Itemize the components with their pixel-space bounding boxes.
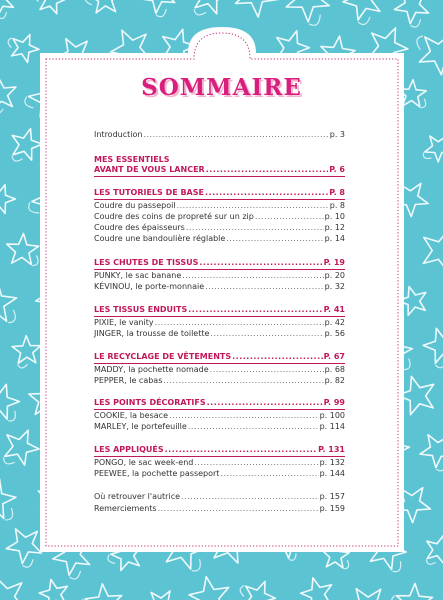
dot-leader <box>182 271 323 281</box>
toc-entry <box>94 422 345 432</box>
section-title: LES TISSUS ENDUITS <box>94 305 188 314</box>
dot-leader <box>205 282 324 292</box>
toc-section-chutes <box>94 258 345 268</box>
toc-entry <box>94 271 345 281</box>
section-title: LES APPLIQUÉS <box>94 445 164 454</box>
dot-leader <box>158 504 319 514</box>
entry-page: p. 32 <box>324 282 345 291</box>
section-page: P. 41 <box>323 305 345 314</box>
section-rule <box>94 363 345 364</box>
toc-entry <box>94 365 345 375</box>
entry-title: Coudre des coins de propreté sur un zip <box>94 212 254 221</box>
section-rule <box>94 316 345 317</box>
section-page: P. 67 <box>323 352 345 361</box>
entry-title: Coudre une bandoulière réglable <box>94 234 226 243</box>
toc-section-essentiels <box>94 165 345 175</box>
section-page: P. 6 <box>329 165 345 174</box>
toc-entry <box>94 329 345 339</box>
dot-leader <box>177 201 329 211</box>
section-title: AVANT DE VOUS LANCER <box>94 165 205 174</box>
entry-page: p. 14 <box>324 234 345 243</box>
page-title: SOMMAIRE <box>141 74 302 101</box>
dot-leader <box>143 130 328 140</box>
entry-title: Coudre du passepoil <box>94 201 176 210</box>
dot-leader <box>210 329 323 339</box>
entry-page: p. 100 <box>319 411 345 420</box>
entry-page: p. 3 <box>329 130 345 139</box>
section-title: LES TUTORIELS DE BASE <box>94 188 204 197</box>
dot-leader <box>207 398 323 408</box>
entry-page: p. 42 <box>324 318 345 327</box>
toc-entry <box>94 201 345 211</box>
toc-entry <box>94 212 345 222</box>
toc-entry <box>94 318 345 328</box>
section-page: P. 8 <box>329 188 345 197</box>
entry-title: PEPPER, le cabas <box>94 376 163 385</box>
toc-entry <box>94 234 345 244</box>
entry-title: PUNKY, le sac banane <box>94 271 182 280</box>
dot-leader <box>226 234 323 244</box>
toc-section-enduits <box>94 305 345 315</box>
section-title: LE RECYCLAGE DE VÊTEMENTS <box>94 352 232 361</box>
dot-leader <box>155 318 324 328</box>
toc-entry-autrice <box>94 492 345 502</box>
toc-section-essentiels-line1 <box>94 155 345 165</box>
entry-title: COOKIE, la besace <box>94 411 168 420</box>
toc-entry-introduction <box>94 130 345 140</box>
dot-leader <box>210 365 324 375</box>
dot-leader <box>181 492 319 502</box>
entry-title: Où retrouver l'autrice <box>94 492 181 501</box>
entry-title: PIXIE, le vanity <box>94 318 154 327</box>
dot-leader <box>255 212 324 222</box>
toc-entry <box>94 376 345 386</box>
entry-page: p. 114 <box>319 422 345 431</box>
toc-entry <box>94 458 345 468</box>
section-title: LES POINTS DÉCORATIFS <box>94 398 206 407</box>
entry-title: Remerciements <box>94 504 157 513</box>
dot-leader <box>163 376 323 386</box>
entry-page: p. 68 <box>324 365 345 374</box>
dot-leader <box>206 165 329 175</box>
dot-leader <box>232 352 323 362</box>
section-rule <box>94 269 345 270</box>
dot-leader <box>188 422 319 432</box>
dot-leader <box>169 411 319 421</box>
entry-title: MADDY, la pochette nomade <box>94 365 209 374</box>
dot-leader <box>186 223 324 233</box>
entry-page: p. 56 <box>324 329 345 338</box>
entry-page: p. 157 <box>319 492 345 501</box>
section-rule <box>94 199 345 200</box>
entry-page: p. 82 <box>324 376 345 385</box>
entry-title: Introduction <box>94 130 143 139</box>
entry-title: PEEWEE, la pochette passeport <box>94 469 220 478</box>
toc-entry <box>94 282 345 292</box>
dot-leader <box>199 258 322 268</box>
section-page: P. 99 <box>323 398 345 407</box>
section-title: MES ESSENTIELS <box>94 155 170 164</box>
toc-entry <box>94 469 345 479</box>
entry-page: p. 159 <box>319 504 345 513</box>
entry-page: p. 132 <box>319 458 345 467</box>
section-title: LES CHUTES DE TISSUS <box>94 258 199 267</box>
table-of-contents <box>94 0 345 600</box>
entry-page: p. 20 <box>324 271 345 280</box>
toc-entry-remerciements <box>94 504 345 514</box>
dot-leader <box>194 458 318 468</box>
section-rule <box>94 176 345 177</box>
dot-leader <box>205 188 328 198</box>
entry-title: JINGER, la trousse de toilette <box>94 329 210 338</box>
entry-page: p. 10 <box>324 212 345 221</box>
entry-page: p. 12 <box>324 223 345 232</box>
dot-leader <box>165 445 317 455</box>
section-page: P. 131 <box>318 445 345 454</box>
toc-section-appliques <box>94 445 345 455</box>
entry-page: p. 144 <box>319 469 345 478</box>
section-rule <box>94 456 345 457</box>
dot-leader <box>188 305 322 315</box>
dot-leader <box>220 469 318 479</box>
entry-title: MARLEY, le portefeuille <box>94 422 187 431</box>
section-page: P. 19 <box>323 258 345 267</box>
entry-page: p. 8 <box>329 201 345 210</box>
entry-title: Coudre des épaisseurs <box>94 223 185 232</box>
toc-section-tutoriels <box>94 188 345 198</box>
toc-section-points <box>94 398 345 408</box>
entry-title: PONGO, le sac week-end <box>94 458 194 467</box>
toc-section-recyclage <box>94 352 345 362</box>
toc-entry <box>94 223 345 233</box>
toc-entry <box>94 411 345 421</box>
entry-title: KÉVINOU, le porte-monnaie <box>94 282 205 291</box>
section-rule <box>94 409 345 410</box>
